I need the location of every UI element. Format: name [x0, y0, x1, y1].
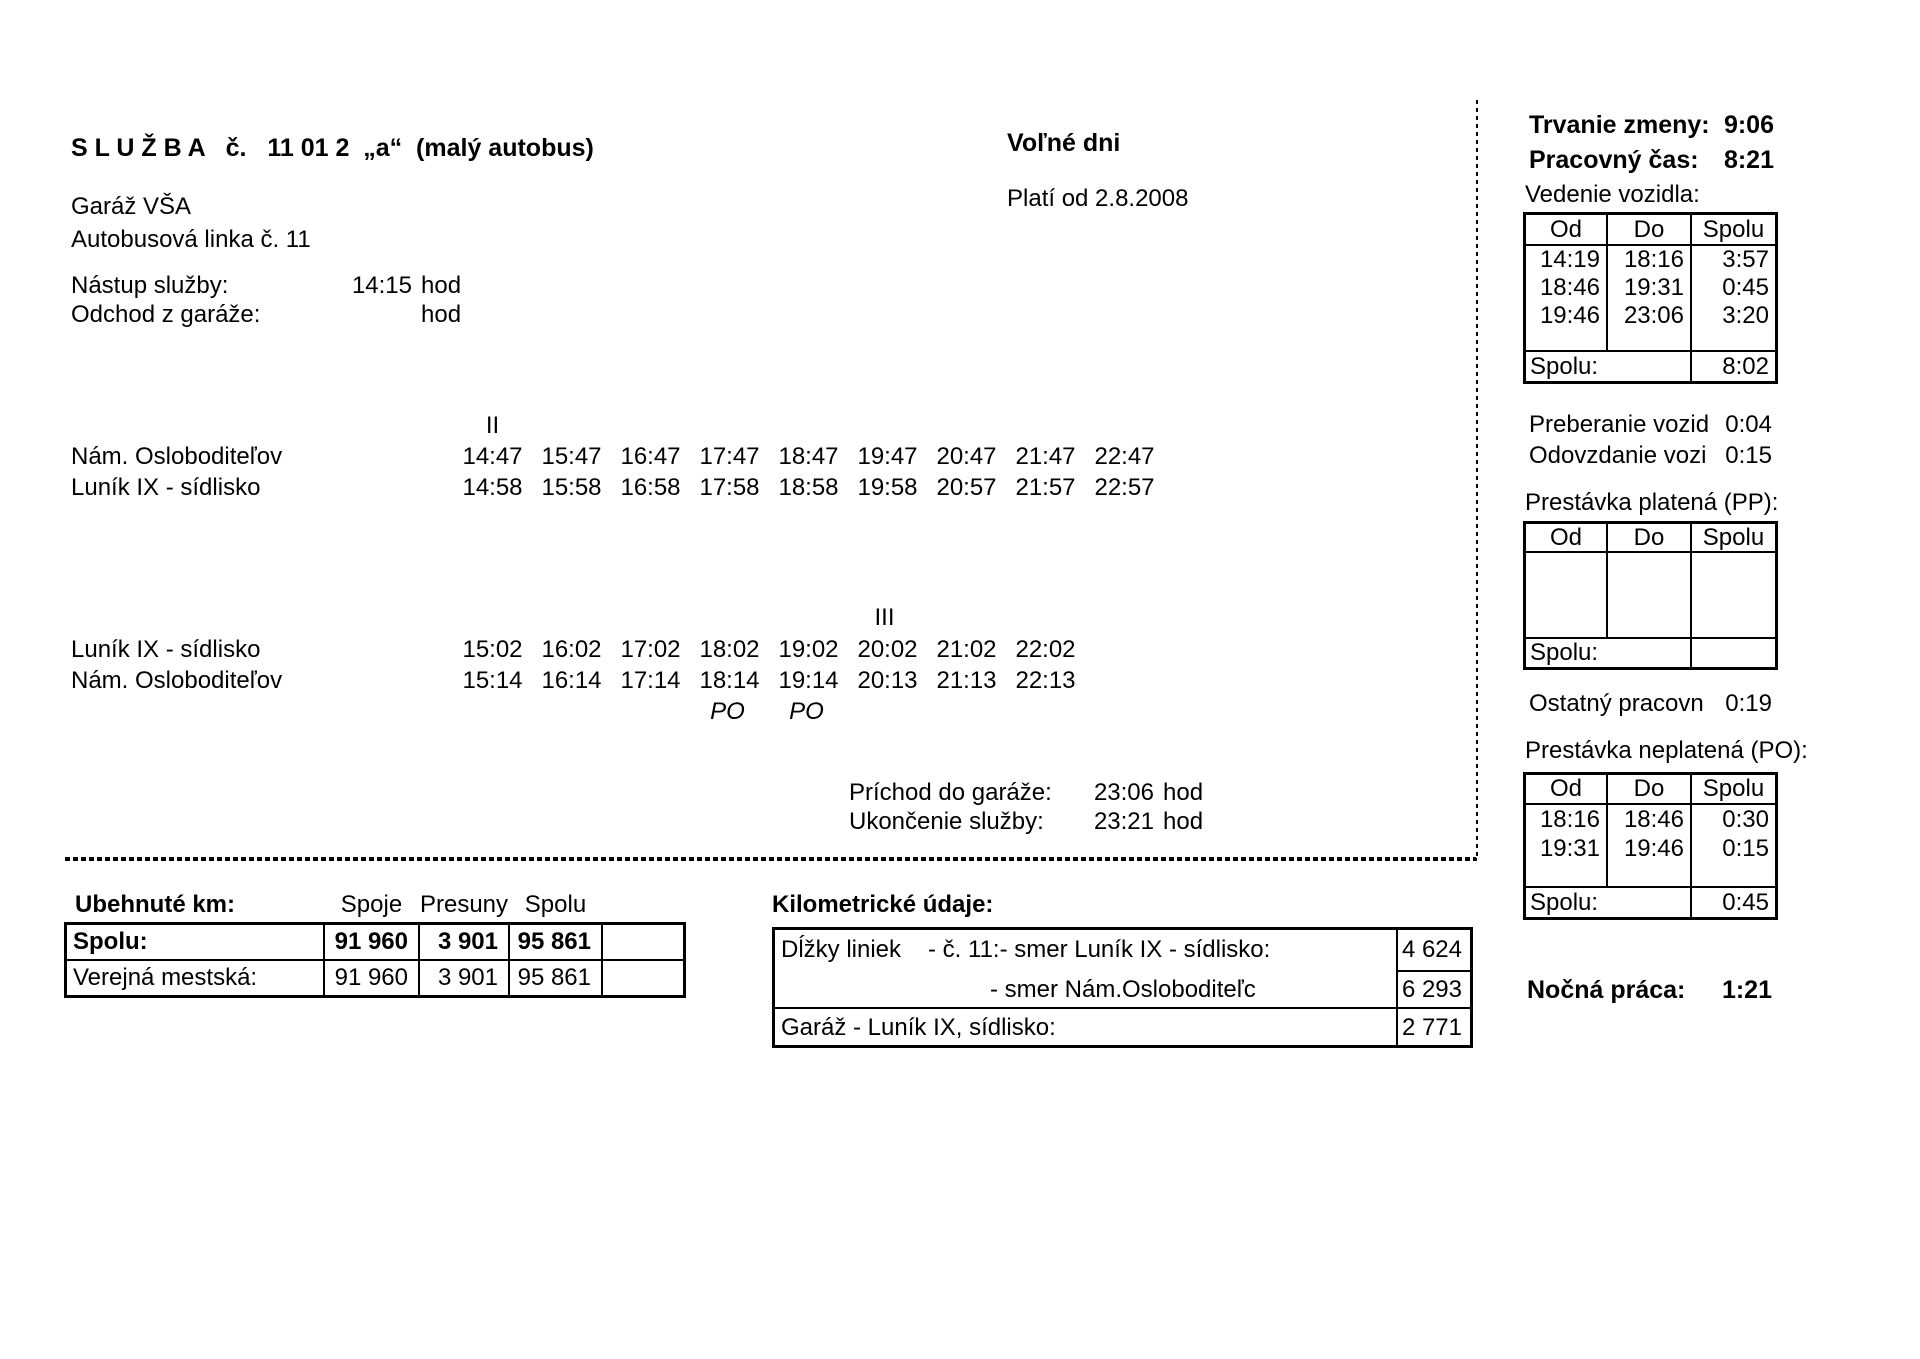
driving-time-table: [1523, 212, 1778, 384]
time-cell: 18:46: [1526, 274, 1608, 302]
service-end-unit: hod: [1163, 808, 1204, 835]
time-cell: 19:31: [1608, 274, 1692, 302]
time-cell: 18:58: [778, 474, 839, 501]
table-row: [1526, 805, 1775, 834]
time-cell: 14:58: [462, 474, 523, 501]
time-cell: 23:06: [1608, 302, 1692, 330]
km-row-label: Verejná mestská:: [67, 961, 325, 995]
time-cell: 22:57: [1094, 474, 1155, 501]
table-header-row: [1526, 524, 1775, 553]
col-header-spolu: Spolu: [1702, 216, 1765, 243]
total-label: Spolu:: [1526, 352, 1692, 381]
working-time-line: [1529, 145, 1774, 175]
time-cell: 19:14: [778, 667, 839, 694]
handover-value: 0:15: [1725, 442, 1772, 469]
time-cell: 18:47: [778, 443, 839, 470]
time-cell: 19:46: [1526, 302, 1608, 330]
time-cell: 16:14: [541, 667, 602, 694]
other-work-label: Ostatný pracovn: [1529, 690, 1704, 717]
page-title: S L U Ž B A č. 11 01 2 „a“ (malý autobus): [71, 134, 594, 162]
working-time-value: 8:21: [1723, 146, 1774, 174]
time-cell: 19:46: [1608, 834, 1692, 863]
timetable-row: [453, 636, 1085, 665]
time-cell: 19:31: [1526, 834, 1608, 863]
col-header-do: Do: [1608, 215, 1692, 244]
horizontal-divider: [65, 857, 1477, 861]
table-total-row: [1526, 886, 1775, 917]
time-cell: 19:58: [857, 474, 918, 501]
timetable-row: [453, 667, 1085, 696]
takeover-label: Preberanie vozid: [1529, 411, 1710, 438]
time-cell: 22:02: [1015, 636, 1076, 663]
table-spacer-row: [1526, 863, 1775, 886]
time-cell: 15:47: [541, 443, 602, 470]
table-row: [67, 961, 683, 995]
time-cell: 22:47: [1094, 443, 1155, 470]
table-spacer-row: [1526, 553, 1775, 637]
km-details-value: 6 293: [1401, 976, 1462, 1003]
col-header-do: Do: [1608, 775, 1692, 803]
km-cell: 91 960: [325, 925, 420, 959]
km-details-label: Dĺžky liniek: [781, 936, 902, 963]
takeover-value: 0:04: [1725, 411, 1772, 438]
time-cell: 0:45: [1722, 274, 1769, 301]
col-header-do: Do: [1608, 524, 1692, 551]
time-cell: 15:14: [462, 667, 523, 694]
shift-duration-line: [1529, 110, 1774, 140]
km-cell: 95 861: [510, 925, 603, 959]
time-cell: 22:13: [1015, 667, 1076, 694]
km-cell-empty: [603, 961, 683, 995]
garage-label: Garáž VŠA: [71, 193, 192, 220]
time-cell: 0:30: [1722, 806, 1769, 833]
km-header-spolu: Spolu: [524, 891, 587, 918]
km-details-label: - smer Nám.Osloboditeľc: [990, 976, 1256, 1003]
time-cell: 3:57: [1722, 246, 1769, 273]
total-label: Spolu:: [1526, 888, 1692, 917]
vertical-divider: [1476, 100, 1478, 858]
time-cell: 0:15: [1722, 835, 1769, 862]
shift-duration-value: 9:06: [1723, 111, 1774, 139]
table-row: [1526, 246, 1775, 274]
table-row: [1526, 302, 1775, 330]
table-divider: [1396, 930, 1398, 1045]
time-cell: 18:16: [1608, 246, 1692, 274]
time-cell: 14:19: [1526, 246, 1608, 274]
service-start-label: Nástup služby:: [71, 272, 229, 299]
timetable-block-marker: III: [874, 604, 895, 631]
time-cell: 16:47: [620, 443, 681, 470]
total-value: 0:45: [1722, 889, 1769, 916]
total-label: Spolu:: [1526, 639, 1692, 667]
paid-break-title: Prestávka platená (PP):: [1525, 489, 1779, 516]
time-cell: 18:02: [699, 636, 760, 663]
unpaid-break-table: [1523, 772, 1778, 920]
table-total-row: [1526, 637, 1775, 667]
service-start-value: 14:15: [351, 272, 412, 299]
time-cell: 18:46: [1608, 805, 1692, 834]
station-label: Luník IX - sídlisko: [71, 474, 261, 501]
table-row: [67, 925, 683, 961]
takeover-line: [1529, 411, 1772, 440]
time-cell: 20:13: [857, 667, 918, 694]
service-start-unit: hod: [421, 272, 462, 299]
time-cell: 21:13: [936, 667, 997, 694]
km-details-table: [772, 927, 1473, 1048]
unpaid-break-note: PO: [710, 698, 745, 725]
night-work-value: 1:21: [1721, 976, 1772, 1004]
time-cell: 19:47: [857, 443, 918, 470]
garage-arrival-label: Príchod do garáže:: [849, 779, 1052, 806]
col-header-od: Od: [1526, 524, 1608, 551]
garage-departure-label: Odchod z garáže:: [71, 301, 261, 328]
handover-label: Odovzdanie vozi: [1529, 442, 1707, 469]
table-divider: [775, 1007, 1470, 1009]
time-cell: 17:47: [699, 443, 760, 470]
time-cell: 15:02: [462, 636, 523, 663]
time-cell: 15:58: [541, 474, 602, 501]
timetable-block-marker: II: [485, 412, 500, 439]
table-row: [1526, 834, 1775, 863]
service-end-value: 23:21: [1093, 808, 1154, 835]
km-table: [64, 922, 686, 998]
km-cell: 95 861: [510, 961, 603, 995]
time-cell: 17:14: [620, 667, 681, 694]
time-cell: 21:57: [1015, 474, 1076, 501]
day-type-label: Voľné dni: [1007, 129, 1121, 157]
driving-table-title: Vedenie vozidla:: [1525, 181, 1700, 208]
working-time-label: Pracovný čas:: [1529, 146, 1699, 174]
night-work-label: Nočná práca:: [1527, 976, 1686, 1004]
time-cell: 3:20: [1722, 302, 1769, 329]
garage-arrival-unit: hod: [1163, 779, 1204, 806]
km-details-title: Kilometrické údaje:: [772, 891, 994, 918]
handover-line: [1529, 442, 1772, 471]
time-cell: 16:02: [541, 636, 602, 663]
time-cell: 14:47: [462, 443, 523, 470]
km-header-spoje: Spoje: [340, 891, 403, 918]
km-details-value: 4 624: [1401, 936, 1462, 963]
km-title: Ubehnuté km:: [75, 891, 236, 918]
time-cell: 20:02: [857, 636, 918, 663]
station-label: Nám. Osloboditeľov: [71, 443, 283, 470]
shift-duration-label: Trvanie zmeny:: [1529, 111, 1710, 139]
km-details-value: 2 771: [1401, 1014, 1462, 1041]
other-work-line: [1529, 690, 1772, 719]
km-details-label: Garáž - Luník IX, sídlisko:: [781, 1014, 1056, 1041]
unpaid-break-note: PO: [789, 698, 824, 725]
paid-break-table: [1523, 521, 1778, 670]
unpaid-break-title: Prestávka neplatená (PO):: [1525, 737, 1808, 764]
night-work-line: [1527, 975, 1772, 1005]
col-header-spolu: Spolu: [1702, 775, 1765, 802]
time-cell: 20:47: [936, 443, 997, 470]
km-header-presuny: Presuny: [419, 891, 509, 918]
time-cell: 20:57: [936, 474, 997, 501]
time-cell: 17:58: [699, 474, 760, 501]
time-cell: 21:47: [1015, 443, 1076, 470]
col-header-od: Od: [1526, 775, 1608, 803]
table-divider: [1396, 970, 1470, 972]
garage-arrival-value: 23:06: [1093, 779, 1154, 806]
total-value: 8:02: [1722, 353, 1769, 380]
table-spacer-row: [1526, 330, 1775, 350]
station-label: Nám. Osloboditeľov: [71, 667, 283, 694]
km-row-label: Spolu:: [67, 925, 325, 959]
garage-departure-unit: hod: [421, 301, 462, 328]
km-cell: 91 960: [325, 961, 420, 995]
table-row: [1526, 274, 1775, 302]
km-cell: 3 901: [420, 925, 510, 959]
time-cell: 18:14: [699, 667, 760, 694]
timetable-row: [453, 474, 1164, 503]
timetable-row: [453, 443, 1164, 472]
time-cell: 19:02: [778, 636, 839, 663]
time-cell: 21:02: [936, 636, 997, 663]
total-value: [1692, 639, 1775, 667]
valid-from-label: Platí od 2.8.2008: [1007, 185, 1189, 212]
km-cell-empty: [603, 925, 683, 959]
km-cell: 3 901: [420, 961, 510, 995]
bus-line-label: Autobusová linka č. 11: [71, 226, 311, 253]
km-details-label: - č. 11:- smer Luník IX - sídlisko:: [928, 936, 1271, 963]
station-label: Luník IX - sídlisko: [71, 636, 261, 663]
service-end-label: Ukončenie služby:: [849, 808, 1044, 835]
time-cell: 16:58: [620, 474, 681, 501]
col-header-spolu: Spolu: [1702, 524, 1765, 551]
time-cell: 18:16: [1526, 805, 1608, 834]
table-header-row: [1526, 775, 1775, 805]
table-header-row: [1526, 215, 1775, 246]
table-total-row: [1526, 350, 1775, 381]
other-work-value: 0:19: [1725, 690, 1772, 717]
time-cell: 17:02: [620, 636, 681, 663]
col-header-od: Od: [1526, 215, 1608, 244]
